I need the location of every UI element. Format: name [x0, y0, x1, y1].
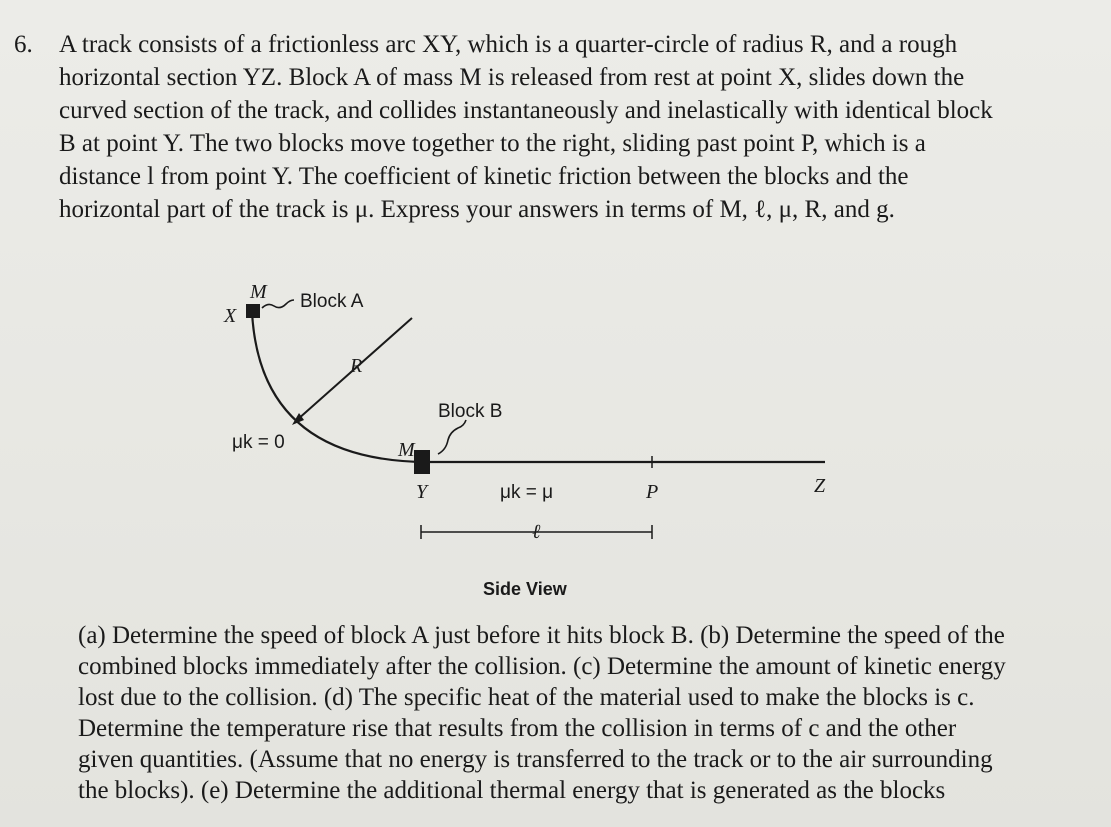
problem-line: A track consists of a frictionless arc XY, which is a quarter-circle of radius R, and a rough [59, 31, 958, 58]
problem-line: horizontal section YZ. Block A of mass M is released from rest at point X, slides down the [59, 64, 965, 91]
problem-line: curved section of the track, and collides instantaneously and inelastically with identical block [59, 97, 993, 124]
label-l: ℓ [532, 521, 541, 543]
label-m-top: M [250, 281, 267, 303]
label-y: Y [416, 481, 428, 503]
question-line: the blocks). (e) Determine the additional thermal energy that is generated as the blocks [78, 777, 946, 804]
label-x: X [224, 305, 237, 327]
track-diagram-svg [200, 270, 860, 610]
problem-line: distance l from point Y. The coefficient of kinetic friction between the blocks and the [59, 163, 909, 190]
block-a-pointer [262, 300, 294, 308]
problem-number: 6. [14, 31, 33, 58]
problem-statement [14, 28, 1084, 226]
diagram-caption: Side View [483, 579, 567, 599]
question-line: lost due to the collision. (d) The specific heat of the material used to make the blocks is c. [78, 684, 975, 711]
question-parts [78, 620, 1088, 806]
label-mu-k: μk = μ [500, 482, 554, 503]
block-a [246, 304, 260, 318]
question-line: Determine the temperature rise that results from the collision in terms of c and the other [78, 715, 957, 742]
problem-text [59, 28, 1084, 226]
block-b [414, 462, 430, 474]
question-line: (a) Determine the speed of block A just before it hits block B. (b) Determine the speed of the [78, 622, 1005, 649]
label-p: P [646, 481, 659, 503]
label-z: Z [814, 475, 826, 497]
block-b-top [414, 450, 430, 463]
label-mu-zero: μk = 0 [232, 432, 285, 453]
block-b-pointer [438, 420, 466, 454]
problem-line: B at point Y. The two blocks move together to the right, sliding past point P, which is a [59, 130, 926, 157]
question-line: given quantities. (Assume that no energy is transferred to the track or to the air surrounding [78, 746, 993, 773]
label-block-b: Block B [438, 401, 503, 422]
label-m-bottom: M [398, 439, 415, 461]
track-diagram [200, 270, 860, 610]
problem-line: horizontal part of the track is μ. Express your answers in terms of M, ℓ, μ, R, and g. [59, 196, 895, 223]
label-r: R [350, 355, 363, 377]
label-block-a: Block A [300, 291, 364, 312]
question-line: combined blocks immediately after the collision. (c) Determine the amount of kinetic energy [78, 653, 1006, 680]
